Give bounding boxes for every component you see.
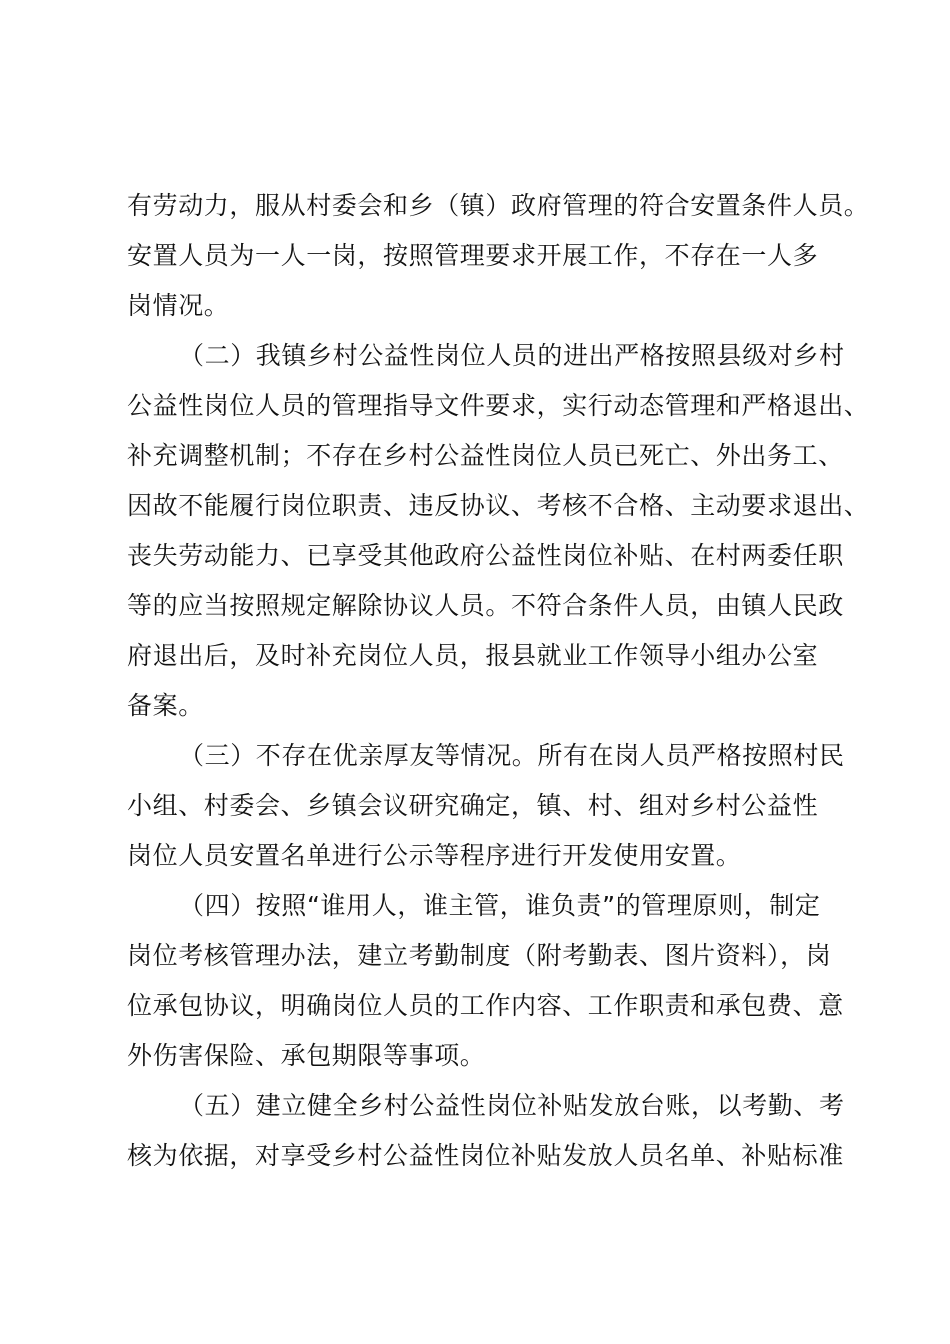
text-line: 位承包协议，明确岗位人员的工作内容、工作职责和承包费、意 [127,991,844,1020]
text-line: 安置人员为一人一岗，按照管理要求开展工作，不存在一人多 [127,241,819,270]
document-body [127,181,870,1181]
text-line: 核为依据，对享受乡村公益性岗位补贴发放人员名单、补贴标准 [127,1141,844,1170]
text-line: 岗情况。 [127,291,230,320]
text-line: 补充调整机制；不存在乡村公益性岗位人员已死亡、外出务工、 [127,441,844,470]
text-line: 等的应当按照规定解除协议人员。不符合条件人员，由镇人民政 [127,591,844,620]
paragraph-five-start: （五）建立健全乡村公益性岗位补贴发放台账，以考勤、考 [179,1091,845,1120]
text-line: 外伤害保险、承包期限等事项。 [127,1041,486,1070]
text-line: 备案。 [127,691,204,720]
text-line: 丧失劳动能力、已享受其他政府公益性岗位补贴、在村两委任职 [127,541,844,570]
text-line: 有劳动力，服从村委会和乡（镇）政府管理的符合安置条件人员。 [127,191,870,220]
paragraph-three-start: （三）不存在优亲厚友等情况。所有在岗人员严格按照村民 [179,741,845,770]
text-line: 岗位考核管理办法，建立考勤制度（附考勤表、图片资料），岗 [127,941,832,970]
paragraph-four-start: （四）按照“谁用人，谁主管，谁负责”的管理原则，制定 [179,891,821,920]
text-line: 府退出后，及时补充岗位人员，报县就业工作领导小组办公室 [127,641,819,670]
paragraph-two-start: （二）我镇乡村公益性岗位人员的进出严格按照县级对乡村 [179,341,845,370]
text-line: 岗位人员安置名单进行公示等程序进行开发使用安置。 [127,841,742,870]
text-line: 因故不能履行岗位职责、违反协议、考核不合格、主动要求退出、 [127,491,870,520]
text-line: 小组、村委会、乡镇会议研究确定，镇、村、组对乡村公益性 [127,791,819,820]
text-line: 公益性岗位人员的管理指导文件要求，实行动态管理和严格退出、 [127,391,870,420]
